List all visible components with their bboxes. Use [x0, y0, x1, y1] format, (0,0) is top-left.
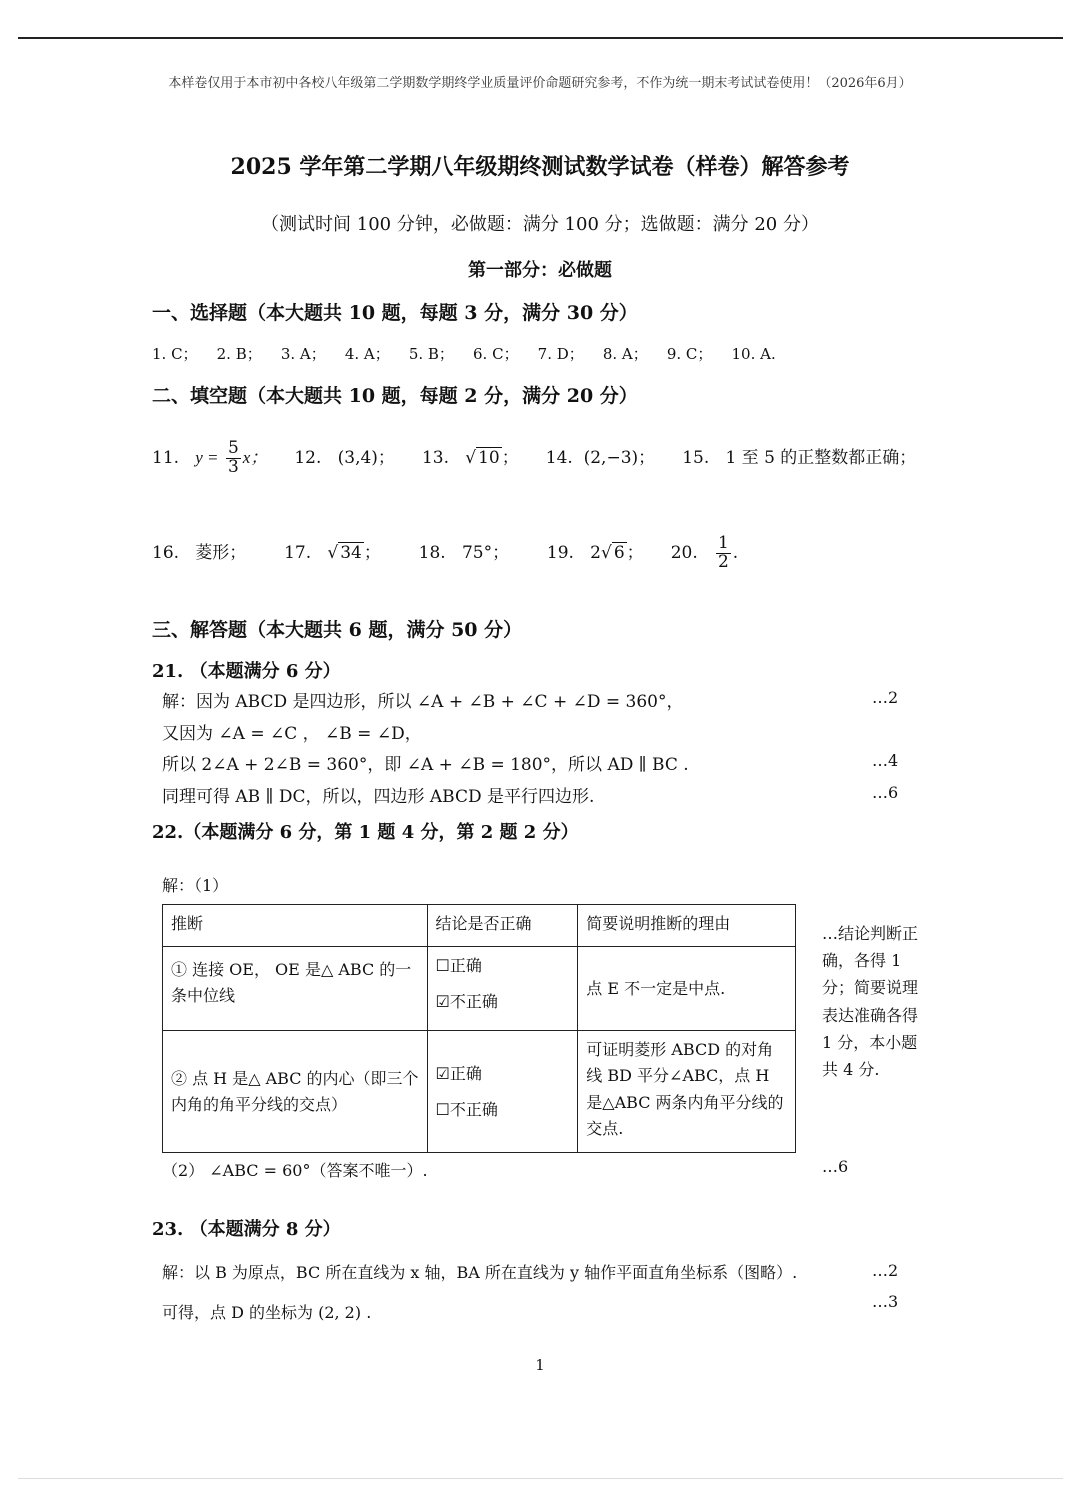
row-1-options	[427, 947, 578, 1031]
q12-value: (3,4)；	[337, 447, 395, 468]
q20-denominator: 2	[717, 551, 729, 572]
row-2-option-correct: ☑正确	[435, 1063, 482, 1083]
answer-10: 10. A.	[731, 345, 776, 363]
q20-numerator: 1	[717, 533, 729, 553]
section-1-answers	[152, 343, 776, 364]
table-row	[163, 947, 796, 1031]
answer-3: 3. A；	[280, 345, 326, 363]
page-title: 2025 学年第二学期八年级期终测试数学试卷（样卷）解答参考	[230, 154, 850, 180]
judgement-table	[162, 904, 796, 1153]
section-3-heading: 三、解答题（本大题共 6 题，满分 50 分）	[152, 619, 523, 641]
q19-coefficient: 2	[590, 542, 601, 563]
answer-6: 6. C；	[473, 345, 519, 363]
section-1-heading: 一、选择题（本大题共 10 题，每题 3 分，满分 30 分）	[152, 302, 638, 324]
q19-number: 19.	[546, 542, 574, 563]
header-reason: 简要说明推断的理由	[578, 905, 796, 947]
q20-fraction	[716, 535, 731, 572]
q17-radicand: 34	[340, 542, 362, 563]
bottom-rule	[18, 1478, 1063, 1479]
header-correctness: 结论是否正确	[427, 905, 578, 947]
q16-number: 16.	[152, 542, 180, 563]
q16-value: 菱形；	[195, 542, 247, 563]
answer-1: 1. C；	[152, 345, 198, 363]
q13-radicand: 10	[478, 447, 500, 468]
q22-title: 22.（本题满分 6 分，第 1 题 4 分，第 2 题 2 分）	[152, 822, 579, 843]
q14-number: 14.	[545, 447, 573, 468]
q20-number: 20.	[670, 542, 698, 563]
q18-value: 75°；	[461, 542, 510, 563]
q11-number: 11.	[152, 447, 180, 468]
q15-value: 1 至 5 的正整数都正确；	[725, 447, 917, 468]
q13-root-sign: √	[465, 447, 477, 468]
q23-score-2: …3	[872, 1292, 899, 1311]
q23-title: 23. （本题满分 8 分）	[152, 1219, 341, 1240]
scoring-note: …结论判断正确，各得 1 分；简要说理表达准确各得 1 分，本小题共 4 分.	[822, 924, 919, 1079]
q12-number: 12.	[294, 447, 322, 468]
q21-line-2: 又因为 ∠A = ∠C ， ∠B = ∠D，	[162, 724, 422, 744]
q11-denominator: 3	[227, 456, 239, 477]
q21-line-3: 所以 2∠A + 2∠B = 360°，即 ∠A + ∠B = 180°，所以 AD ∥ BC .	[162, 755, 689, 775]
q13-number: 13.	[421, 447, 450, 468]
q23-line-2: 可得，点 D 的坐标为 (2, 2) .	[162, 1303, 372, 1322]
header-claim: 推断	[163, 905, 428, 947]
row-2-reason: 可证明菱形 ABCD 的对角线 BD 平分∠ABC，点 H 是△ABC 两条内角平分线的交点.	[578, 1031, 796, 1153]
q15-number: 15.	[682, 447, 710, 468]
q14-value: (2,−3)；	[583, 447, 656, 468]
row-1-claim: ① 连接 OE， OE 是△ ABC 的一条中位线	[163, 947, 428, 1031]
answer-9: 9. C；	[666, 345, 713, 363]
q13-tail: ；	[501, 447, 519, 468]
answer-8: 8. A；	[602, 345, 648, 363]
table-header-row	[163, 905, 796, 947]
row-2-claim: ② 点 H 是△ ABC 的内心（即三个内角的角平分线的交点）	[163, 1031, 428, 1153]
subtitle: （测试时间 100 分钟，必做题：满分 100 分；选做题：满分 20 分）	[261, 214, 819, 235]
q20-tail: .	[732, 542, 739, 563]
q21-score-2: …4	[872, 751, 899, 770]
q19-tail: ；	[626, 542, 644, 563]
q19-root-sign: √	[601, 542, 612, 563]
usage-notice: 本样卷仅用于本市初中各校八年级第二学期数学期终学业质量评价命题研究参考，不作为统一期末考试试卷使用！（2026年6月）	[168, 76, 912, 91]
row-2-options	[427, 1031, 578, 1153]
q21-title: 21. （本题满分 6 分）	[152, 661, 341, 682]
part-heading: 第一部分：必做题	[468, 260, 612, 281]
q21-line-4: 同理可得 AB ∥ DC，所以，四边形 ABCD 是平行四边形.	[162, 787, 595, 807]
row-1-option-correct: ☐正确	[435, 956, 482, 975]
answer-5: 5. B；	[408, 345, 454, 363]
row-2-option-incorrect: ☐不正确	[435, 1099, 498, 1119]
q21-line-1: 解：因为 ABCD 是四边形，所以 ∠A + ∠B + ∠C + ∠D = 360°，	[162, 692, 684, 712]
q22-part-2: （2） ∠ABC = 60°（答案不唯一）.	[162, 1161, 428, 1180]
table-row	[163, 1031, 796, 1153]
q18-number: 18.	[418, 542, 446, 563]
fill-row-2	[152, 535, 738, 572]
q22-solution-label: 解：（1）	[162, 876, 229, 895]
answer-2: 2. B；	[216, 345, 262, 363]
q11-fraction	[226, 440, 241, 477]
answer-4: 4. A；	[344, 345, 390, 363]
q19-radicand: 6	[613, 542, 625, 563]
q22-score: …6	[822, 1157, 849, 1176]
q11-rhs: x；	[242, 447, 268, 467]
page-number: 1	[535, 1356, 545, 1374]
q17-number: 17.	[284, 542, 312, 563]
row-1-option-incorrect: ☑不正确	[435, 991, 498, 1011]
q17-root-sign: √	[327, 542, 339, 563]
fill-row-1	[152, 440, 916, 477]
q17-tail: ；	[363, 542, 381, 563]
q21-score-3: …6	[872, 783, 899, 802]
top-rule	[18, 37, 1063, 39]
q23-score-1: …2	[872, 1261, 899, 1280]
q21-score-1: …2	[872, 688, 899, 707]
answer-7: 7. D；	[537, 345, 584, 363]
row-1-reason: 点 E 不一定是中点.	[578, 947, 796, 1031]
q11-numerator: 5	[227, 438, 239, 458]
q11-lhs: y =	[195, 447, 219, 467]
q23-line-1: 解：以 B 为原点，BC 所在直线为 x 轴，BA 所在直线为 y 轴作平面直角坐标系（图略）.	[162, 1263, 798, 1282]
section-2-heading: 二、填空题（本大题共 10 题，每题 2 分，满分 20 分）	[152, 385, 638, 407]
